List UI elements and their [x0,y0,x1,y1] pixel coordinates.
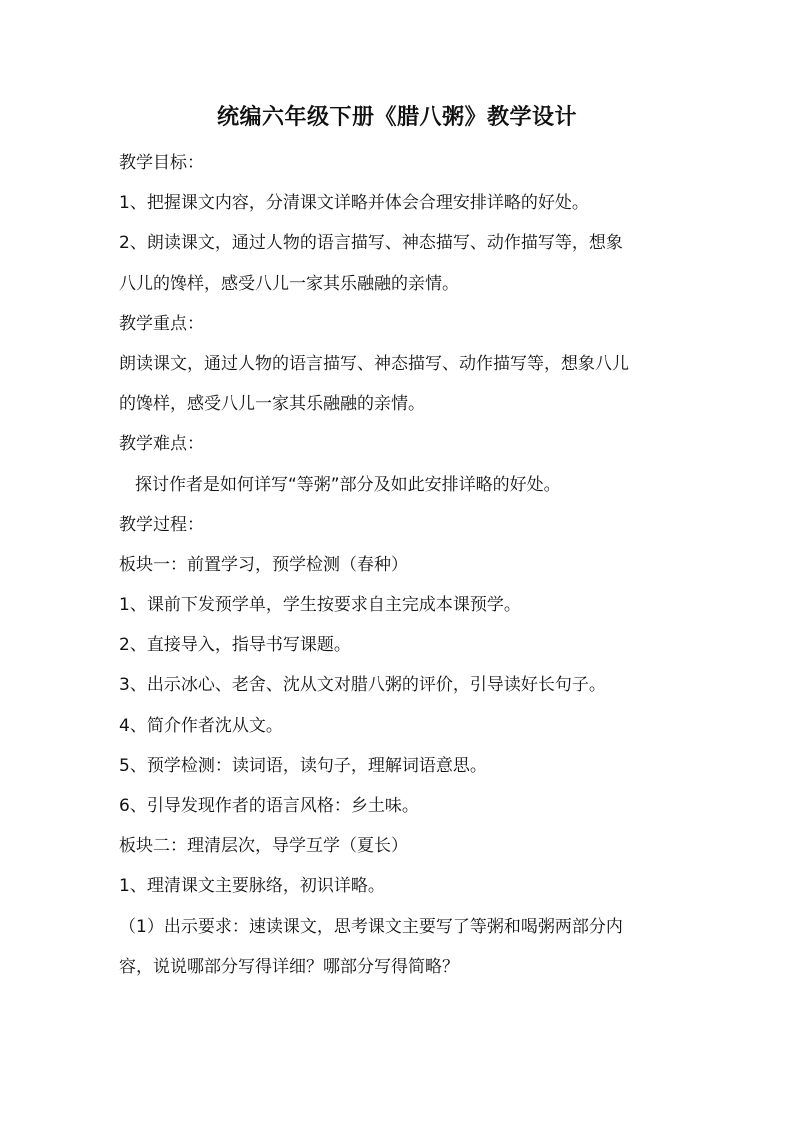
document-body [119,143,679,987]
paragraph-line: 3、出示冰心、老舍、沈从文对腊八粥的评价，引导读好长句子。 [119,675,606,696]
paragraph-line: 容，说说哪部分写得详细？哪部分写得简略？ [119,956,459,977]
document-title: 统编六年级下册《腊八粥》教学设计 [216,105,577,130]
paragraph-line: 1、把握课文内容，分清课文详略并体会合理安排详略的好处。 [119,193,589,214]
paragraph-line: 1、理清课文主要脉络，初识详略。 [119,876,385,897]
paragraph-line: 2、直接导入，指导书写课题。 [119,635,351,656]
paragraph-line: 教学难点： [119,434,204,455]
paragraph-line: 教学目标： [119,153,204,173]
paragraph-line: 板块二：理清层次，导学互学（夏长） [119,836,408,857]
paragraph-line: 八儿的馋样，感受八儿一家其乐融融的亲情。 [119,273,459,294]
paragraph-line: 的馋样，感受八儿一家其乐融融的亲情。 [119,394,425,415]
paragraph-line: （1）出示要求：速读课文，思考课文主要写了等粥和喝粥两部分内 [119,916,623,937]
paragraph-line: 朗读课文，通过人物的语言描写、神态描写、动作描写等，想象八儿 [119,353,629,374]
paragraph-line: 1、课前下发预学单，学生按要求自主完成本课预学。 [119,595,521,616]
paragraph-line: 6、引导发现作者的语言风格：乡土味。 [119,796,419,816]
paragraph-line: 4、简介作者沈从文。 [119,715,283,736]
paragraph-line: 教学重点： [119,313,204,334]
paragraph-line: 2、朗读课文，通过人物的语言描写、神态描写、动作描写等，想象 [119,233,623,254]
paragraph-line: 教学过程： [119,514,204,535]
paragraph-line: 5、预学检测：读词语，读句子，理解词语意思。 [119,755,487,776]
paragraph-line: 探讨作者是如何详写“等粥”部分及如此安排详略的好处。 [135,474,561,495]
paragraph-line: 板块一：前置学习，预学检测（春种） [119,554,408,575]
